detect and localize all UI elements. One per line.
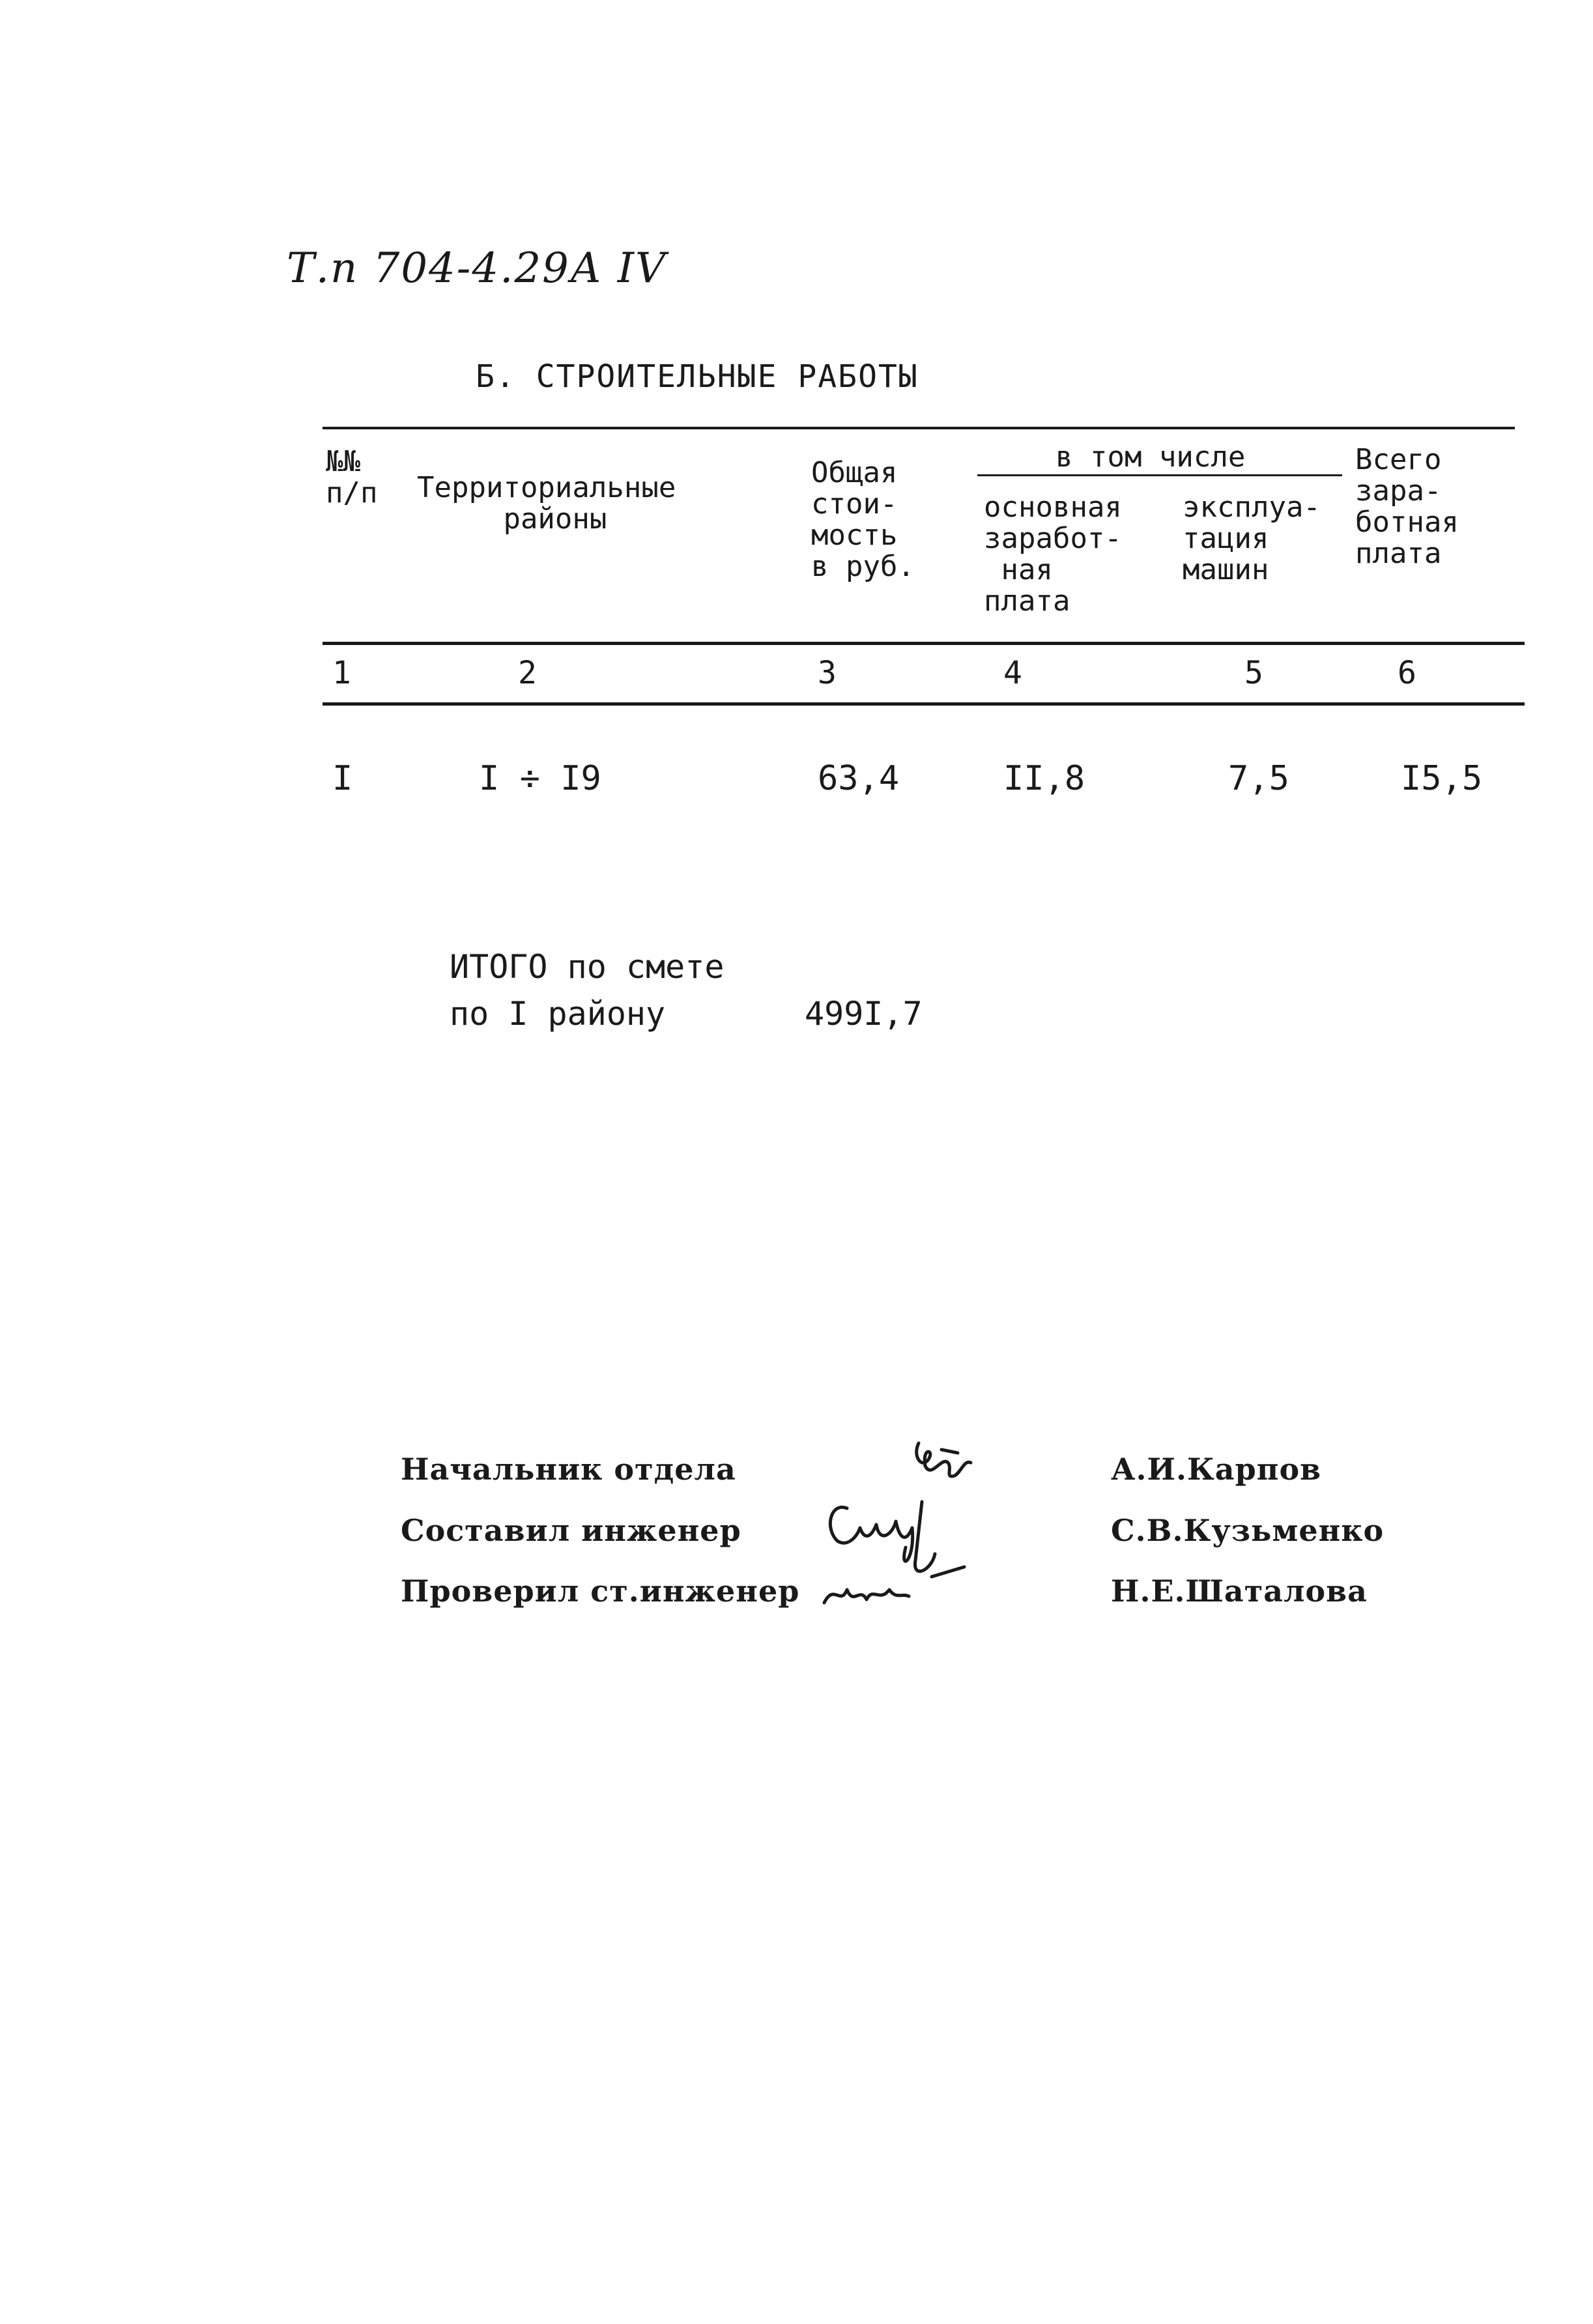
signatory-name-2: С.В.Кузьменко (1111, 1513, 1385, 1548)
header-bottom-rule (323, 642, 1525, 645)
header-machines: эксплуа- тация машин (1183, 491, 1321, 586)
header-num: №№ п/п (326, 445, 378, 509)
header-region: Территориальные районы (417, 471, 676, 536)
totals-value: 499I,7 (805, 995, 923, 1033)
column-number-1: 1 (332, 655, 351, 691)
signatory-role-1: Начальник отдела (401, 1452, 736, 1487)
section-title: Б. СТРОИТЕЛЬНЫЕ РАБОТЫ (476, 358, 919, 395)
cell-total-cost: 63,4 (818, 759, 900, 798)
header-total-cost: Общая стои- мость в руб. (811, 456, 915, 583)
totals-label (450, 943, 724, 1037)
header-group-in-total: в том числе (1055, 440, 1246, 474)
column-number-3: 3 (818, 655, 837, 691)
cell-total-wage: I5,5 (1401, 759, 1483, 798)
header-basic-wage: основная заработ- ная плата (984, 491, 1122, 618)
column-number-2: 2 (518, 655, 537, 691)
column-number-6: 6 (1398, 655, 1416, 691)
column-number-5: 5 (1244, 655, 1263, 691)
table-top-rule (323, 427, 1515, 429)
cell-machines: 7,5 (1228, 759, 1289, 798)
header-total-wage: Всего зара- ботная плата (1355, 443, 1459, 570)
cell-region: I ÷ I9 (479, 759, 601, 798)
signatory-name-3: Н.Е.Шаталова (1111, 1573, 1368, 1609)
totals-label-line2: по I району (450, 995, 666, 1033)
cell-basic-wage: II,8 (1003, 759, 1085, 798)
column-numbers-bottom-rule (323, 702, 1525, 706)
handwritten-signatures (808, 1430, 1029, 1626)
column-number-4: 4 (1003, 655, 1022, 691)
group-underline (977, 474, 1342, 476)
document-code: Т.п 704-4.29А IV (287, 244, 667, 293)
signatory-role-2: Составил инженер (401, 1513, 741, 1548)
signatory-role-3: Проверил ст.инженер (401, 1573, 800, 1609)
totals-label-line1: ИТОГО по смете (450, 948, 725, 986)
signatory-name-1: А.И.Карпов (1111, 1452, 1322, 1487)
cell-num: I (332, 759, 353, 798)
